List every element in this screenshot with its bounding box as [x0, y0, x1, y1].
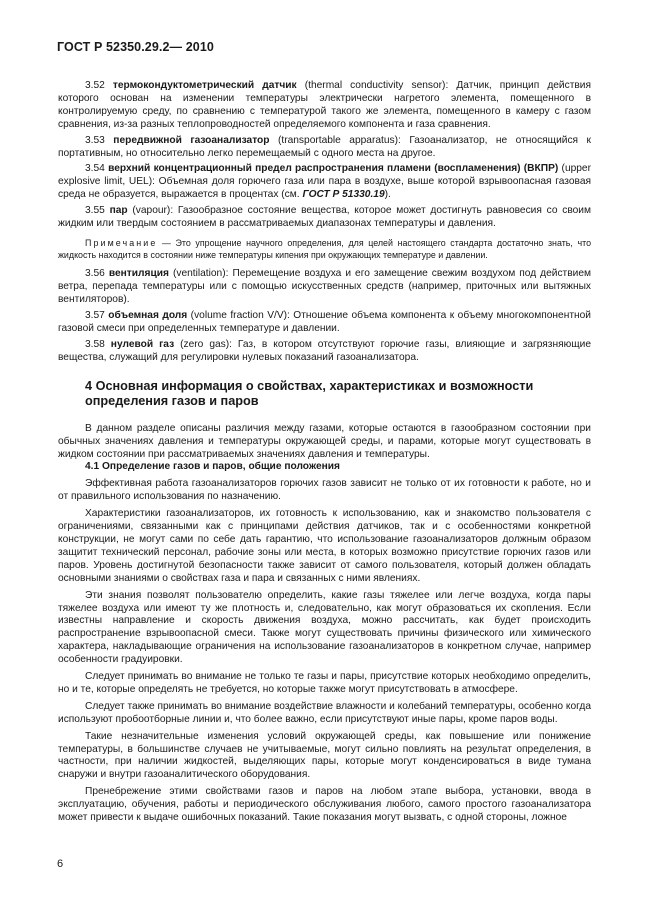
term-title: передвижной газоанализатор: [113, 134, 270, 146]
term-3-54: 3.54 верхний концентрационный предел распространения пламени (воспламенения) (ВКПР) (upper explosive limit, UEL): Объемная доля горючего газа или пара в воздухе, выше которой взрывоопасная газовая среда не образуется, выражается в процентах (см. ГОСТ Р 51330.19).: [58, 163, 591, 201]
section-4-heading: 4 Основная информация о свойствах, характеристиках и возможности определения газов и паров: [85, 378, 534, 409]
term-3-57: 3.57 объемная доля (volume fraction V/V): Отношение объема компонента к объему многокомпонентной газовой смеси при определенных температуре и давлении.: [58, 310, 591, 334]
body-paragraph: Такие незначительные изменения условий окружающей среды, как повышение или понижение температуры, в большинстве случаев не учитываемые, могут сильно повлиять на результат определения, в частности, при наличии жидкостей, выделяющих пары, которые могут конденсироваться в виде тумана снаружи и внутри газоаналитического оборудования.: [58, 730, 591, 781]
page-content: [58, 80, 591, 829]
standard-reference: ГОСТ Р 51330.19: [302, 189, 385, 201]
document-header: ГОСТ Р 52350.29.2— 2010: [57, 40, 214, 54]
term-title: верхний концентрационный предел распространения пламени (воспламенения) (ВКПР): [108, 163, 559, 175]
body-paragraph: Следует принимать во внимание не только те газы и пары, присутствие которых необходимо определить, но и те, которые определять не требуется, но которые также могут присутствовать в атмосфере.: [58, 671, 591, 695]
note-label: Примечание: [85, 237, 158, 248]
term-3-53: 3.53 передвижной газоанализатор (transportable apparatus): Газоанализатор, не относящийся к портативным, но относительно легко перемещаемый с одного места на другое.: [58, 134, 591, 159]
term-3-52: 3.52 термокондуктометрический датчик (thermal conductivity sensor): Датчик, принцип действия которого основан на изменении температуры электрически нагретого элемента, помещенного в контролируемую среду, по сравнению с температурой такого же элемента, помещенного в камеру с газом сравнения, из-за разных теплопроводностей определяемого компонента и газа сравнения.: [58, 80, 591, 130]
subsection-4-1-heading: 4.1 Определение газов и паров, общие положения: [85, 461, 340, 473]
term-3-55: 3.55 пар (vapour): Газообразное состояние вещества, которое может достигнуть равновесия со своим жидким или твердым состоянием в рассматриваемых диапазонах температуры и давления.: [58, 205, 591, 230]
term-title: пар: [109, 205, 128, 217]
section-4-intro: В данном разделе описаны различия между газами, которые остаются в газообразном состоянии при обычных значениях давления и температуры окружающей среды, и парами, которые могут существовать в жидком состоянии при рассматриваемых значениях давления и температуры.: [58, 422, 591, 460]
term-3-56: 3.56 вентиляция (ventilation): Перемещение воздуха и его замещение свежим воздухом под действием ветра, перепада температуры или с помощью искусственных средств (например, приточных или вытяжных вентиляторов).: [58, 268, 591, 306]
term-title: термокондуктометрический датчик: [112, 80, 297, 91]
term-title: объемная доля: [108, 310, 188, 322]
page-number: 6: [57, 858, 64, 870]
note: Примечание — Это упрощение научного определения, для целей настоящего стандарта достаточно знать, что жидкость находится в состоянии ниже температуры кипения при окружающих температуре и давлении.: [58, 237, 592, 261]
term-title: вентиляция: [108, 268, 169, 280]
body-paragraph: Эти знания позволят пользователю определить, какие газы тяжелее или легче воздуха, когда пары тяжелее воздуха или имеют ту же плотность и, следовательно, как могут образоваться их скопления. Если известны направление и скорость движения воздуха, можно рассчитать, как будет происходить распространение взрывоопасной смеси. Также могут существовать причины физического или химического характера, накладывающие ограничения на использование газоанализаторов в конкретном случае, например особенности градуировки.: [58, 589, 591, 666]
body-paragraph: Пренебрежение этими свойствами газов и паров на любом этапе выбора, установки, ввода в эксплуатацию, обучения, работы и периодического обслуживания любого, самого простого газоанализатора может привести к выдаче ошибочных показаний. Такие показания могут вызвать, с одной стороны, ложное: [58, 786, 591, 824]
term-3-58: 3.58 нулевой газ (zero gas): Газ, в котором отсутствуют горючие газы, влияющие и загрязняющие вещества, служащий для регулировки нулевых показаний газоанализатора.: [58, 338, 591, 363]
body-paragraph: Эффективная работа газоанализаторов горючих газов зависит не только от их готовности к работе, но и от правильного использования по назначению.: [58, 478, 591, 503]
term-title: нулевой газ: [110, 338, 175, 350]
body-paragraph: Характеристики газоанализаторов, их готовность к использованию, как и знакомство пользователя с ограничениями, связанными как с принципами действия датчиков, так и с особенностями конкретной конструкции, не могут сами по себе дать гарантию, что использование газоанализаторов должным образом защитит технический персонал, рабочие зоны или места, в которых возможно присутствие горючих газов или паров. Уровень достигнутой безопасности также зависит от самого пользователя, который должен обладать основными знаниями о свойствах газа и пара и связанных с ними явлениях.: [58, 508, 591, 584]
body-paragraph: Следует также принимать во внимание воздействие влажности и колебаний температуры, особенно когда используют пробоотборные линии и, что более важно, если присутствуют иные пары, кроме паров воды.: [58, 700, 591, 725]
